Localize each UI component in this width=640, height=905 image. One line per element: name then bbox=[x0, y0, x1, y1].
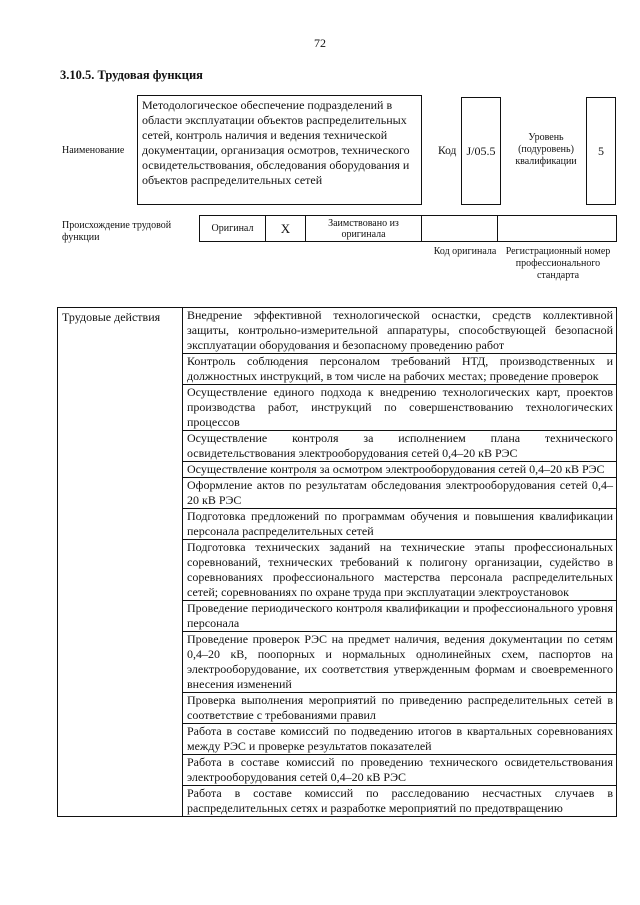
table-row bbox=[58, 308, 617, 354]
origin-borrowed-label: Заимствовано из оригинала bbox=[306, 216, 422, 242]
action-item: Проведение периодического контроля квалификации и профессионального уровня персонала bbox=[183, 601, 617, 632]
action-item: Подготовка предложений по программам обучения и повышения квалификации персонала распределительных сетей bbox=[183, 509, 617, 540]
page-number: 72 bbox=[314, 36, 326, 50]
origin-reg-cell bbox=[498, 216, 617, 242]
function-name-box: Методологическое обеспечение подразделений в области эксплуатации объектов распределительных сетей, контроль наличия и ведения технической документации, организация осмотров, технического освидетельствования, обследования оборудования и объектов распределительных сетей bbox=[137, 95, 422, 205]
origin-label: Происхождение трудовой функции bbox=[62, 220, 172, 243]
qualification-level-label: Уровень (подуровень) квалификации bbox=[515, 132, 577, 167]
action-item: Контроль соблюдения персоналом требований НТД, производственных и должностных инструкций, в том числе на рабочих местах; проведение проверок bbox=[183, 354, 617, 385]
action-item: Осуществление контроля за исполнением плана технического освидетельствования электрооборудования сетей 0,4–20 кВ РЭС bbox=[183, 431, 617, 462]
qualification-level-box: 5 bbox=[586, 97, 616, 205]
origin-code-caption: Код оригинала bbox=[433, 246, 497, 257]
code-label: Код bbox=[438, 145, 457, 157]
action-item: Внедрение эффективной технологической оснастки, средств коллективной защиты, контрольно-измерительной аппаратуры, способствующей безопасной эксплуатации оборудования и безопасному проведению работ bbox=[183, 308, 617, 354]
section-title: 3.10.5. Трудовая функция bbox=[60, 68, 203, 82]
action-item: Осуществление контроля за осмотром электрооборудования сетей 0,4–20 кВ РЭС bbox=[183, 462, 617, 478]
origin-reg-caption: Регистрационный номер профессионального стандарта bbox=[505, 246, 611, 281]
action-item: Оформление актов по результатам обследования электрооборудования сетей 0,4–20 кВ РЭС bbox=[183, 478, 617, 509]
labor-actions-table bbox=[57, 307, 617, 817]
action-item: Работа в составе комиссий по расследованию несчастных случаев в распределительных сетях и разработке мероприятий по предотвращению bbox=[183, 786, 617, 817]
action-item: Проверка выполнения мероприятий по приведению распределительных сетей в соответствие с требованиями правил bbox=[183, 693, 617, 724]
origin-table bbox=[199, 215, 617, 242]
name-label: Наименование bbox=[62, 145, 125, 156]
action-item: Работа в составе комиссий по проведению технического освидетельствования электрооборудования сетей 0,4–20 кВ РЭС bbox=[183, 755, 617, 786]
action-item: Проведение проверок РЭС на предмет наличия, ведения документации по сетям 0,4–20 кВ, поопорных и нормальных однолинейных схем, паспортов на электрооборудование, их соответствия утвержденным формам и своевременного внесения изменений bbox=[183, 632, 617, 693]
action-item: Работа в составе комиссий по подведению итогов в квартальных соревнованиях между РЭС и проверке результатов показателей bbox=[183, 724, 617, 755]
action-item: Осуществление единого подхода к внедрению технологических карт, проектов производства работ, инструкций по совершенствованию технологических процессов bbox=[183, 385, 617, 431]
origin-original-label: Оригинал bbox=[200, 216, 266, 242]
action-item: Подготовка технических заданий на технические этапы профессиональных соревнований, технических требований к полигону организации, судейство в соревнованиях профессионального мастерства персонала распределительных сетей; соревнованиях по охране труда при эксплуатации электроустановок bbox=[183, 540, 617, 601]
origin-original-mark: X bbox=[266, 216, 306, 242]
origin-code-cell bbox=[422, 216, 498, 242]
function-code-box: J/05.5 bbox=[461, 97, 501, 205]
labor-actions-header: Трудовые действия bbox=[58, 308, 183, 817]
